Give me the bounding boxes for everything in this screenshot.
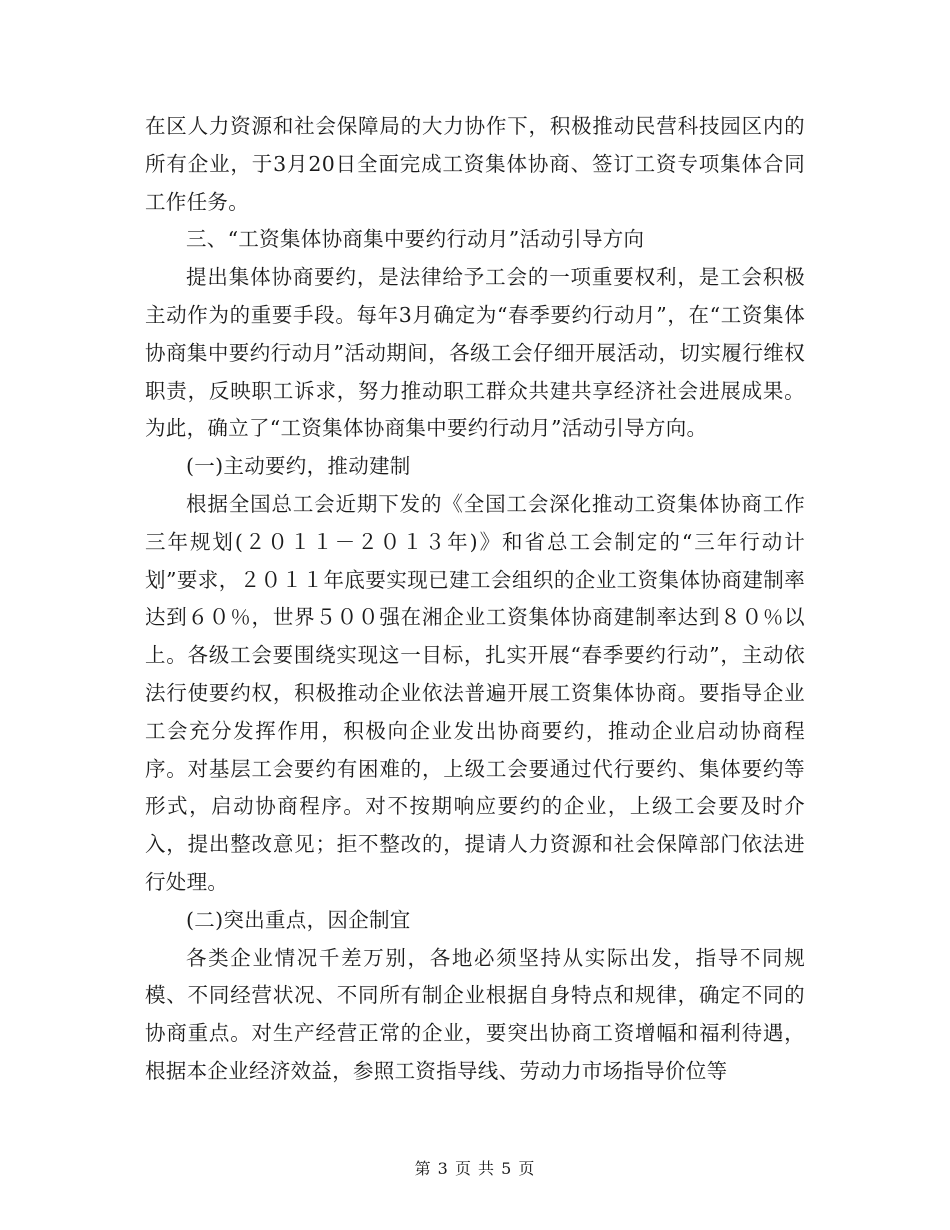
page-footer: 第 3 页 共 5 页 xyxy=(414,1159,536,1178)
paragraph-continuation: 在区人力资源和社会保障局的大力协作下，积极推动民营科技园区内的所有企业，于3月20日全面完成工资集体协商、签订工资专项集体合同工作任务。 xyxy=(145,114,805,214)
paragraph-subsection-1: 根据全国总工会近期下发的《全国工会深化推动工资集体协商工作三年规划(２０１１－２０１３年)》和省总工会制定的“三年行动计划”要求，２０１１年底要实现已建工会组织的企业工资集体协商建制率达到６０％，世界５００强在湘企业工资集体协商建制率达到８０％以上。各级工会要围绕实现这一目标，扎实开展“春季要约行动”，主动依法行使要约权，积极推动企业依法普遍开展工资集体协商。要指导企业工会充分发挥作用，积极向企业发出协商要约，推动企业启动协商程序。对基层工会要约有困难的，上级工会要通过代行要约、集体要约等形式，启动协商程序。对不按期响应要约的企业，上级工会要及时介入，提出整改意见；拒不整改的，提请人力资源和社会保障部门依法进行处理。 xyxy=(145,491,805,894)
paragraph-subsection-2: 各类企业情况千差万别，各地必须坚持从实际出发，指导不同规模、不同经营状况、不同所有制企业根据自身特点和规律，确定不同的协商重点。对生产经营正常的企业，要突出协商工资增幅和福利待遇，根据本企业经济效益，参照工资指导线、劳动力市场指导价位等 xyxy=(145,945,805,1083)
section-heading-3: 三、“工资集体协商集中要约行动月”活动引导方向 xyxy=(186,227,645,252)
paragraph-section-3-intro: 提出集体协商要约，是法律给予工会的一项重要权利，是工会积极主动作为的重要手段。每年3月确定为“春季要约行动月”，在“工资集体协商集中要约行动月”活动期间，各级工会仔细开展活动，切实履行维权职责，反映职工诉求，努力推动职工群众共建共享经济社会进展成果。为此，确立了“工资集体协商集中要约行动月”活动引导方向。 xyxy=(145,265,805,441)
subheading-2: (二)突出重点，因企制宜 xyxy=(186,907,411,932)
subheading-1: (一)主动要约，推动建制 xyxy=(186,454,411,479)
document-body xyxy=(145,108,805,1091)
